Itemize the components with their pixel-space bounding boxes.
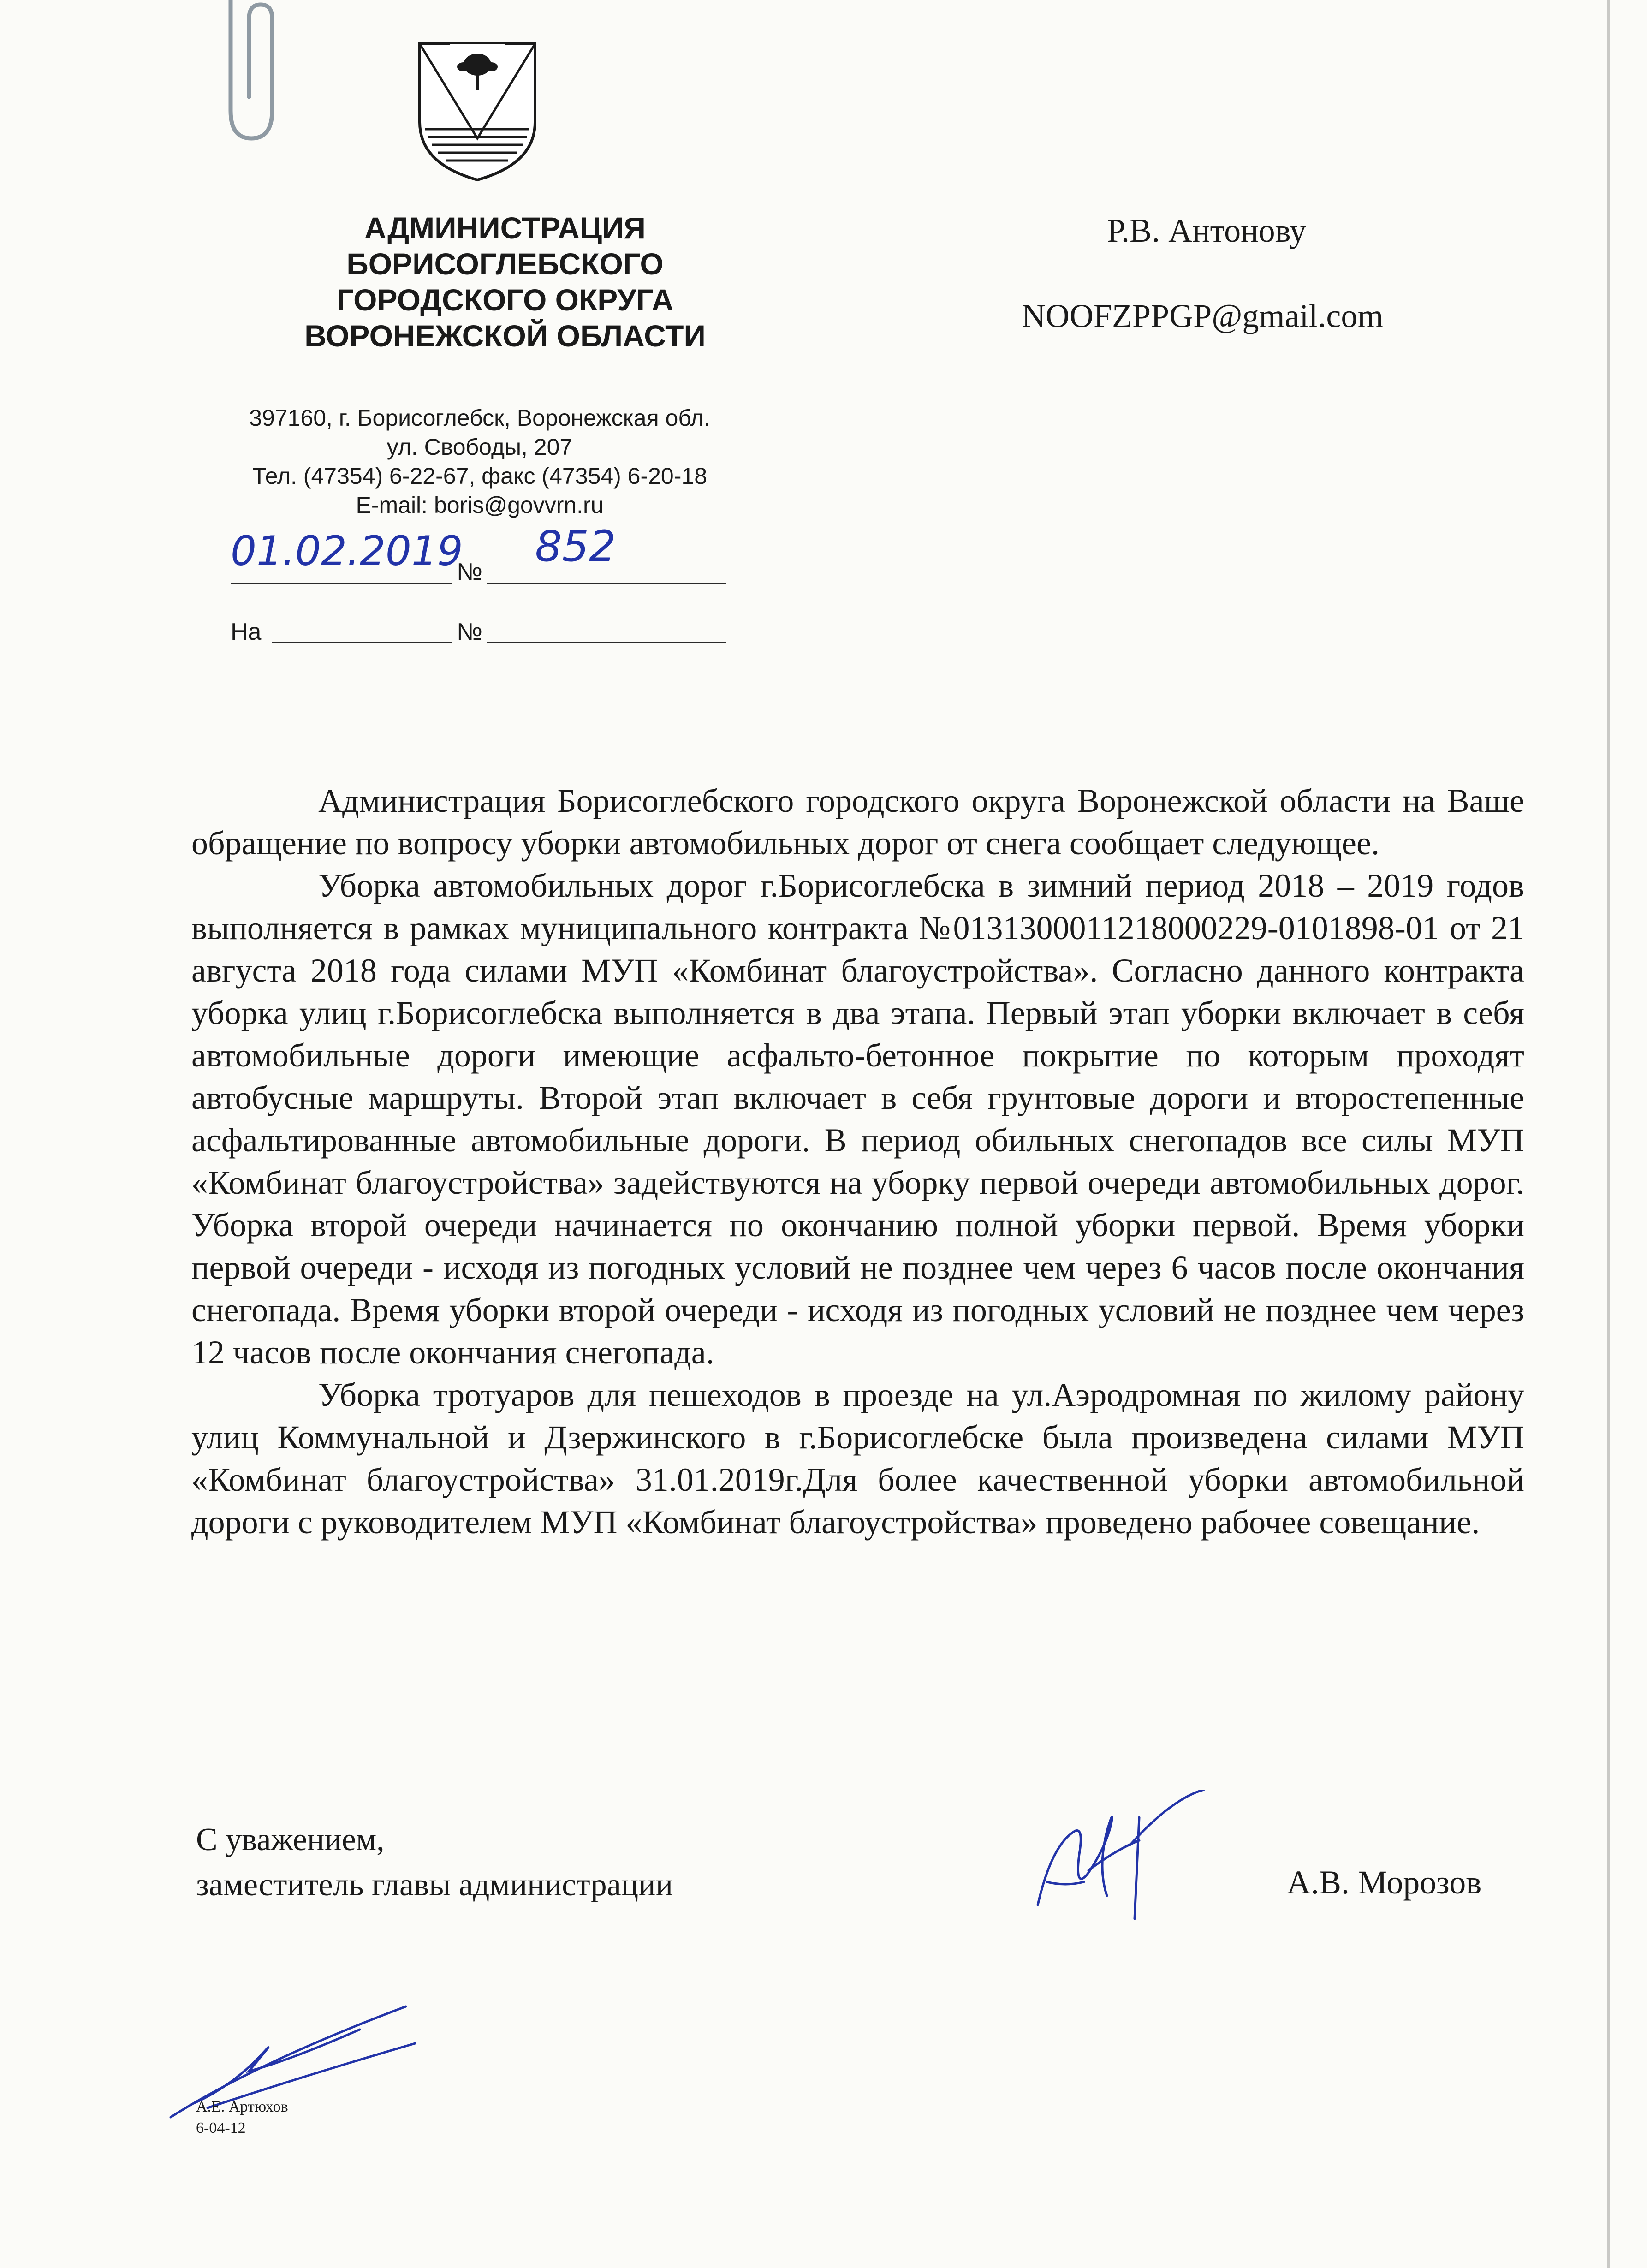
org-title-line: БОРИСОГЛЕБСКОГО — [346, 247, 664, 281]
org-address — [184, 404, 775, 520]
closing-position: заместитель главы администрации — [196, 1867, 673, 1903]
recipient-email: NOOFZPPGP@gmail.com — [1022, 298, 1384, 334]
number-label: № — [457, 559, 482, 585]
paperclip-icon — [198, 0, 291, 152]
executor-name: А.Е. Артюхов — [196, 2098, 288, 2115]
org-title-line: ВОРОНЕЖСКОЙ ОБЛАСТИ — [304, 319, 706, 353]
body-paragraph: Администрация Борисоглебского городского округа Воронежской области на Ваше обращение по вопросу уборки автомобильных дорог от снега сообщает следующее. — [191, 782, 1524, 862]
address-line: Тел. (47354) 6-22-67, факс (47354) 6-20-18 — [252, 463, 708, 489]
executor-phone: 6-04-12 — [196, 2119, 246, 2137]
signer-name: А.В. Морозов — [1287, 1864, 1482, 1901]
reply-underline — [272, 642, 452, 643]
letter-body — [191, 780, 1524, 1543]
body-paragraph: Уборка тротуаров для пешеходов в проезде на ул.Аэродромная по жилому району улиц Коммунальной и Дзержинского в г.Борисоглебске была произведена силами МУП «Комбинат благоустройства» 31.01.2019г.Для более качественной уборки автомобильной дороги с руководителем МУП «Комбинат благоустройства» проведено рабочее совещание. — [191, 1376, 1524, 1541]
reply-number-underline — [487, 642, 726, 643]
closing-regards: С уважением, — [196, 1822, 385, 1857]
executor-block — [196, 2096, 288, 2139]
page-edge — [1607, 0, 1610, 2268]
reply-number-label: № — [457, 619, 482, 645]
handwritten-date: 01.02.2019 — [231, 527, 463, 575]
org-title-line: АДМИНИСТРАЦИЯ — [364, 211, 646, 245]
address-line: ул. Свободы, 207 — [386, 434, 573, 460]
handwritten-number: 852 — [535, 522, 616, 571]
closing-block — [196, 1817, 673, 1908]
body-paragraph: Уборка автомобильных дорог г.Борисоглебска в зимний период 2018 – 2019 годов выполняется в рамках муниципального контракта №0131300011218000229-0101898-01 от 21 августа 2018 года силами МУП «Комбинат благоустройства». Согласно данного контракта уборка улиц г.Борисоглебска выполняется в два этапа. Первый этап уборки включает в себя автомобильные дороги имеющие асфальто-бетонное покрытие по которым проходят автобусные маршруты. Второй этап включает в себя грунтовые дороги и второстепенные асфальтированные автомобильные дороги. В период обильных снегопадов все силы МУП «Комбинат благоустройства» задействуются на уборку первой очереди автомобильных дорог. Уборка второй очереди начинается по окончанию полной уборки первой. Время уборки первой очереди - исходя из погодных условий не позднее чем через 6 часов после окончания снегопада. Время уборки второй очереди - исходя из погодных условий не позднее чем через 12 часов после окончания снегопада. — [191, 867, 1524, 1371]
address-line: 397160, г. Борисоглебск, Воронежская обл. — [249, 405, 710, 431]
date-underline — [231, 583, 452, 584]
reply-label: На — [231, 619, 262, 645]
coat-of-arms-emblem — [415, 39, 540, 185]
org-title — [198, 210, 812, 354]
number-underline — [487, 583, 726, 584]
address-line: E-mail: boris@govvrn.ru — [356, 492, 604, 518]
handwritten-signature — [1019, 1790, 1213, 1942]
recipient-name: Р.В. Антонову — [1107, 212, 1307, 249]
org-title-line: ГОРОДСКОГО ОКРУГА — [336, 283, 674, 317]
